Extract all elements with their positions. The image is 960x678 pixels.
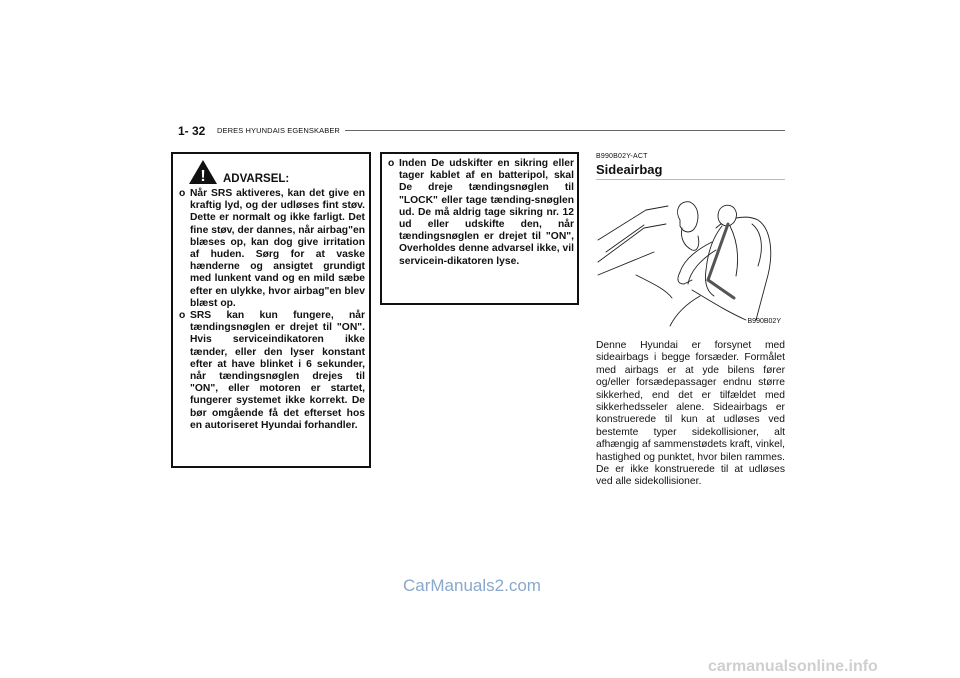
side-airbag-illustration bbox=[596, 179, 785, 328]
warning-box bbox=[171, 152, 371, 468]
list-item: o Når SRS aktiveres, kan det give en kraftig lyd, og der udløses fint støv. Dette er normalt og ikke farligt. Det fine støv, der dannes, når airbag"en blæses op, kan dog give irritation af huden. Sørg for at vaske hænderne og ansigtet grundigt med lunkent vand og en mild sæbe efter en ulykke, hvor airbag"en blev blæst op. bbox=[179, 188, 365, 309]
warning-title: ADVARSEL: bbox=[223, 173, 290, 185]
note-box bbox=[380, 152, 579, 305]
warning-item-text: Når SRS aktiveres, kan det give en kraftig lyd, og der udløses fint støv. Dette er normalt og ikke farligt. Det fine støv, der dannes, når airbag"en blæses op, kan dog give irritation af huden. Sørg for at vaske hænderne og ansigtet grundigt med lunkent vand og en mild sæbe efter en ulykke, hvor airbag"en blev blæst op. bbox=[190, 188, 365, 309]
section-code: B990B02Y-ACT bbox=[596, 153, 648, 160]
figure-label: B990B02Y bbox=[747, 318, 781, 325]
side-airbag-drawing bbox=[596, 180, 785, 328]
section-heading: Sideairbag bbox=[596, 162, 663, 177]
header-rule bbox=[345, 130, 785, 131]
warning-symbol: ! bbox=[200, 168, 206, 184]
list-item: o Inden De udskifter en sikring eller tager kablet af en batteripol, skal De dreje tændingsnøglen til "LOCK" eller tage tænding-snøglen ud. De må aldrig tage sikring nr. 12 ud eller udskifte den, når tændingsnøglen er drejet til "ON", Overholdes denne advarsel ikke, vil servicein-dikatoren lyse. bbox=[388, 158, 574, 267]
warning-triangle-icon bbox=[189, 160, 217, 184]
warning-item-text: SRS kan kun fungere, når tændingsnøglen er drejet til "ON". Hvis serviceindikatoren ikke tænder, eller den lyser konstant efter at have blinket i 6 sekunder, når tændingsnøglen drejes til "ON", eller motoren er startet, fungerer systemet ikke korrekt. De bør omgående få det efterset hos en autoriseret Hyundai forhandler. bbox=[190, 310, 365, 431]
warning-list bbox=[179, 188, 365, 432]
watermark-logo[interactable]: CarManuals2.com bbox=[403, 576, 541, 595]
note-list bbox=[388, 158, 574, 268]
side-airbag-section bbox=[596, 152, 785, 489]
page-number: 1- 32 bbox=[178, 124, 206, 138]
list-item: o SRS kan kun fungere, når tændingsnøglen er drejet til "ON". Hvis serviceindikatoren ikke tænder, eller den lyser konstant efter at have blinket i 6 sekunder, når tændingsnøglen drejes til "ON", eller motoren er startet, fungerer systemet ikke korrekt. De bør omgående få det efterset hos en autoriseret Hyundai forhandler. bbox=[179, 310, 365, 431]
section-title: DERES HYUNDAIS EGENSKABER bbox=[217, 126, 340, 135]
body-paragraph: Denne Hyundai er forsynet med sideairbags i begge forsæder. Formålet med airbags er at yde bilens fører og/eller forsædepassager endnu større sikkerhed, end det er tilfældet med sikkerhedsseler alene. Sideairbags er konstruerede til kun at udløses ved bestemte typer sidekollisioner, alt afhængig af sammenstødets kraft, vinkel, hastighed og punktet, hvor bilen rammes. De er ikke konstruerede til at udløses ved alle sidekollisioner. bbox=[596, 340, 785, 488]
footer-watermark: carmanualsonline.info bbox=[708, 658, 878, 675]
note-item-text: Inden De udskifter en sikring eller tager kablet af en batteripol, skal De dreje tændingsnøglen til "LOCK" eller tage tænding-snøglen ud. De må aldrig tage sikring nr. 12 ud eller udskifte den, når tændingsnøglen er drejet til "ON", Overholdes denne advarsel ikke, vil servicein-dikatoren lyse. bbox=[399, 158, 574, 267]
